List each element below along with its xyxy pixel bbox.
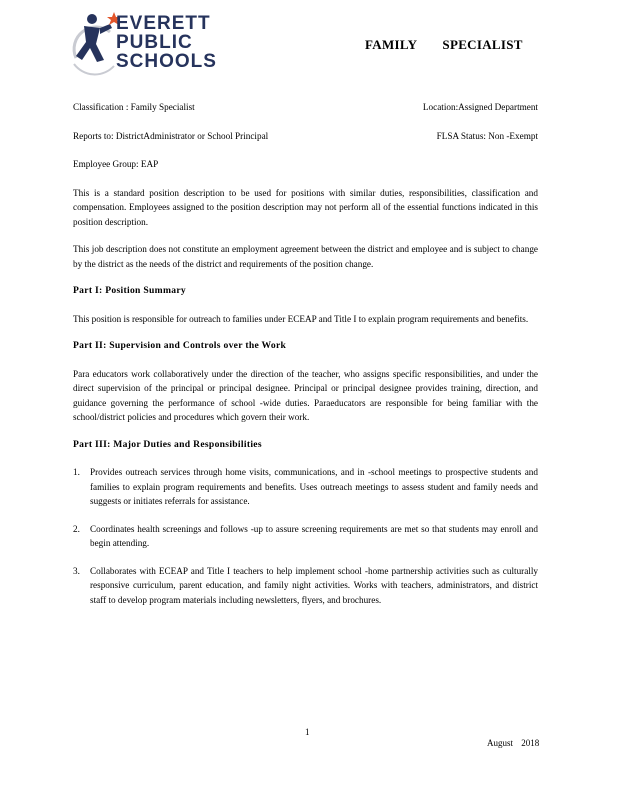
- list-item: [73, 465, 538, 509]
- meta-row-reports: [73, 129, 538, 144]
- part1-text: This position is responsible for outreach to families under ECEAP and Title I to explain program requirements and benefits.: [73, 313, 529, 324]
- location-field: Location:Assigned Department: [422, 102, 538, 112]
- part2-text: Para educators work collaboratively under the direction of the teacher, who assigns specific responsibilities, and under the direct supervision of the principal or principal designee. Principal or principal designee provides training, direction, and guidance governing the performance of school -wide duties. Paraeducators are responsible for being familiar with the school/district policies and procedures which govern their work.: [73, 368, 538, 422]
- intro-paragraph-1: This is a standard position description to be used for positions with similar duties, responsibilities, classification and compensation. Employees assigned to the position description may not perform all of the essential functions indicated in this position description.: [73, 187, 538, 227]
- page-number: 1: [305, 727, 310, 737]
- list-item: [73, 564, 538, 608]
- list-item-number: 3.: [73, 565, 80, 576]
- list-item-number: 2.: [73, 523, 80, 534]
- document-body: [73, 100, 538, 620]
- employee-group-field: Employee Group: EAP: [73, 159, 159, 169]
- part2-heading: Part II: Supervision and Controls over the Work: [73, 340, 287, 351]
- part3-heading: Part III: Major Duties and Responsibilities: [73, 438, 262, 450]
- logo-line-1: EVERETT: [116, 13, 211, 34]
- list-item-text: Coordinates health screenings and follows -up to assure screening requirements are met so that students may enroll and begin attending.: [90, 523, 538, 548]
- meta-row-classification: [73, 100, 538, 115]
- list-item-number: 1.: [73, 467, 80, 477]
- part1-heading: Part I: Position Summary: [73, 285, 186, 296]
- meta-row-group: [73, 157, 538, 172]
- classification-field: Classification : Family Specialist: [73, 102, 195, 112]
- reports-to-field: Reports to: DistrictAdministrator or School Principal: [73, 130, 269, 141]
- list-item-text: Provides outreach services through home visits, communications, and in -school meetings to prospective students and families to explain program requirements and benefits. Uses outreach meetings to assess student and family needs and suggests or initiates referrals for assistance.: [90, 467, 538, 506]
- page-title: FAMILY SPECIALIST: [365, 37, 523, 52]
- logo-line-3: SCHOOLS: [116, 51, 217, 72]
- list-item: [73, 522, 538, 551]
- list-item-text: Collaborates with ECEAP and Title I teachers to help implement school -home partnership activities such as culturally responsive curriculum, parent education, and family night activities. Works with teachers, administrators, and district staff to develop program materials including newsletters, flyers, and brochures.: [90, 565, 538, 605]
- logo-line-2: PUBLIC: [116, 32, 193, 53]
- logo-wordmark: [116, 14, 217, 71]
- district-logo: [70, 10, 245, 80]
- duties-list: [73, 465, 538, 607]
- footer-date: August 2018: [487, 738, 540, 748]
- logo-figure-icon: [70, 10, 120, 78]
- flsa-field: FLSA Status: Non -Exempt: [436, 130, 538, 141]
- intro-paragraph-2: This job description does not constitute an employment agreement between the district and employee and is subject to change by the district as the needs of the district and requirements of the position change.: [73, 244, 538, 269]
